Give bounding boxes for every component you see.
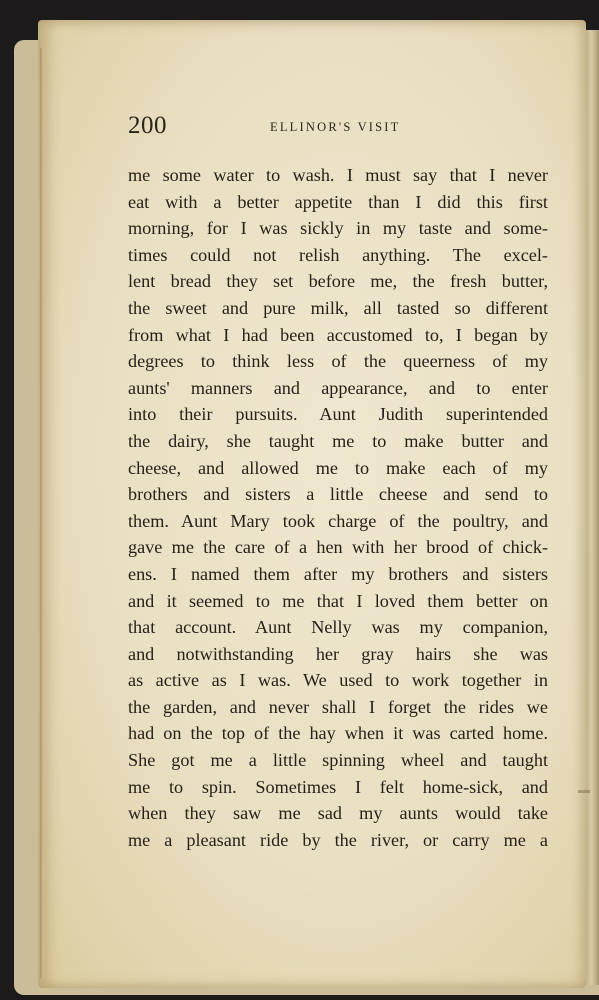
text-line: and it seemed to me that I loved them better on — [128, 590, 548, 611]
text-line: morning, for I was sickly in my taste and some- — [128, 218, 548, 239]
gutter — [40, 48, 44, 978]
text-line: into their pursuits. Aunt Judith superintended — [128, 404, 548, 425]
text-line: had on the top of the hay when it was carted home. — [128, 723, 548, 744]
text-line: cheese, and allowed me to make each of my — [128, 457, 548, 478]
text-line: me to spin. Sometimes I felt home-sick, and — [128, 776, 548, 797]
text-line: degrees to think less of the queerness of my — [128, 351, 548, 372]
text-line: lent bread they set before me, the fresh butter, — [128, 271, 548, 292]
text-line: the sweet and pure milk, all tasted so different — [128, 297, 548, 318]
text-line: She got me a little spinning wheel and taught — [128, 750, 548, 771]
text-line: them. Aunt Mary took charge of the poultry, and — [128, 510, 548, 531]
text-line: when they saw me sad my aunts would take — [128, 803, 548, 824]
page-header — [128, 112, 548, 144]
text-line: me a pleasant ride by the river, or carry me a — [128, 829, 548, 850]
text-line: that account. Aunt Nelly was my companion, — [128, 617, 548, 638]
margin-mark — [578, 790, 590, 793]
text-line: eat with a better appetite than I did this first — [128, 191, 548, 212]
text-line: me some water to wash. I must say that I never — [128, 165, 548, 185]
text-line: gave me the care of a hen with her brood of chick- — [128, 537, 548, 558]
text-line: and notwithstanding her gray hairs she was — [128, 643, 548, 664]
page-number: 200 — [128, 112, 167, 139]
text-line: as active as I was. We used to work together in — [128, 670, 548, 691]
text-line: from what I had been accustomed to, I began by — [128, 324, 548, 345]
text-line: aunts' manners and appearance, and to enter — [128, 377, 548, 398]
page-edge — [584, 30, 599, 985]
text-line: times could not relish anything. The excel- — [128, 244, 548, 265]
text-line: the dairy, she taught me to make butter and — [128, 430, 548, 451]
text-line: ens. I named them after my brothers and sisters — [128, 563, 548, 584]
text-line: the garden, and never shall I forget the rides we — [128, 696, 548, 717]
running-title: ELLINOR'S VISIT — [270, 120, 401, 134]
body-text — [128, 162, 548, 853]
text-line: brothers and sisters a little cheese and send to — [128, 484, 548, 505]
